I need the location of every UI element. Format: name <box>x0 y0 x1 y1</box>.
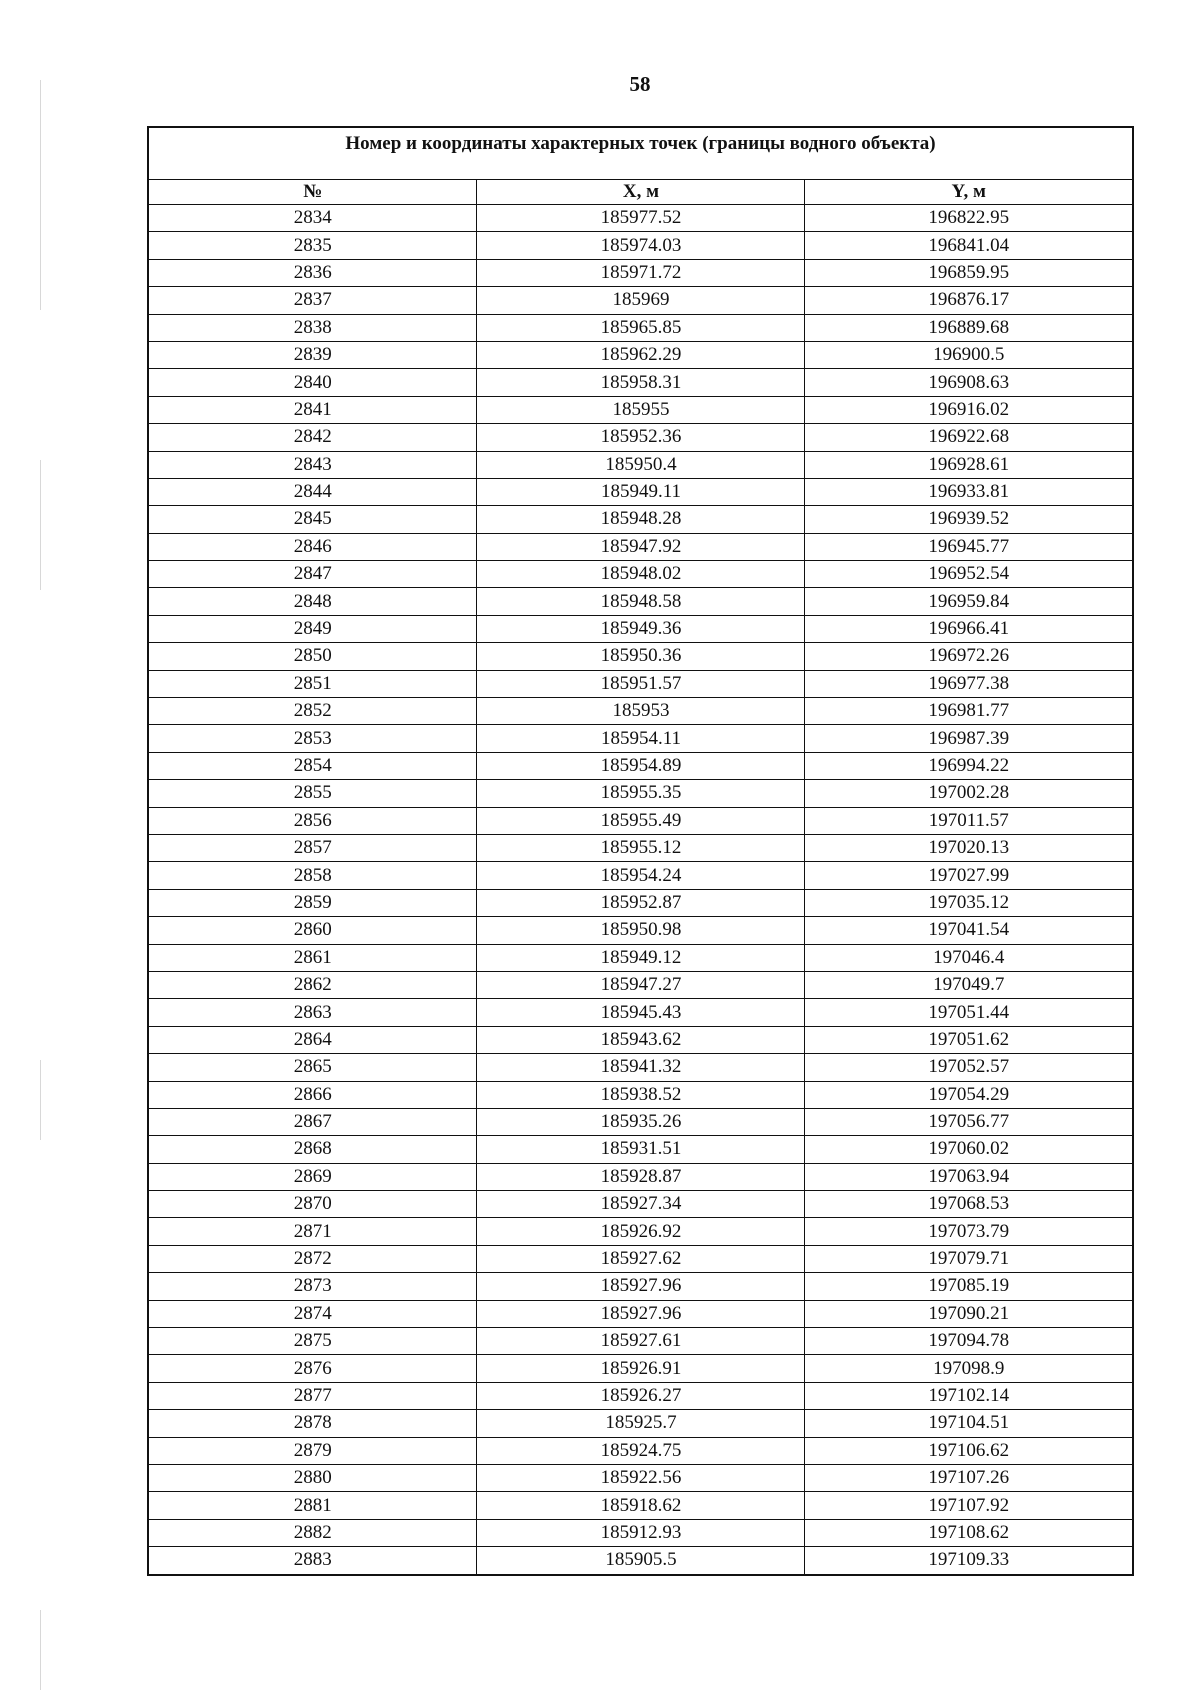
y-coordinate-cell: 196933.81 <box>805 478 1133 505</box>
point-number-cell: 2847 <box>148 561 477 588</box>
x-coordinate-cell: 185926.91 <box>477 1355 805 1382</box>
y-coordinate-cell: 196952.54 <box>805 561 1133 588</box>
point-number-cell: 2861 <box>148 944 477 971</box>
x-coordinate-cell: 185941.32 <box>477 1054 805 1081</box>
table-row <box>148 780 1133 807</box>
y-coordinate-cell: 197051.44 <box>805 999 1133 1026</box>
x-coordinate-cell: 185949.11 <box>477 478 805 505</box>
scan-edge-line <box>40 1610 41 1690</box>
point-number-cell: 2849 <box>148 615 477 642</box>
y-coordinate-cell: 196987.39 <box>805 725 1133 752</box>
table-row <box>148 259 1133 286</box>
point-number-cell: 2877 <box>148 1382 477 1409</box>
point-number-cell: 2856 <box>148 807 477 834</box>
table-row <box>148 1300 1133 1327</box>
point-number-cell: 2858 <box>148 862 477 889</box>
x-coordinate-cell: 185950.36 <box>477 643 805 670</box>
table-row <box>148 1519 1133 1546</box>
table-row <box>148 1492 1133 1519</box>
y-coordinate-cell: 196939.52 <box>805 506 1133 533</box>
table-row <box>148 698 1133 725</box>
point-number-cell: 2834 <box>148 205 477 232</box>
y-coordinate-cell: 196908.63 <box>805 369 1133 396</box>
point-number-cell: 2837 <box>148 287 477 314</box>
point-number-cell: 2882 <box>148 1519 477 1546</box>
point-number-cell: 2868 <box>148 1136 477 1163</box>
table-row <box>148 752 1133 779</box>
point-number-cell: 2876 <box>148 1355 477 1382</box>
table-row <box>148 396 1133 423</box>
scan-edge-line <box>40 460 41 590</box>
point-number-cell: 2844 <box>148 478 477 505</box>
x-coordinate-cell: 185950.4 <box>477 451 805 478</box>
y-coordinate-cell: 197104.51 <box>805 1410 1133 1437</box>
y-coordinate-cell: 196959.84 <box>805 588 1133 615</box>
y-coordinate-cell: 196928.61 <box>805 451 1133 478</box>
point-number-cell: 2871 <box>148 1218 477 1245</box>
table-row <box>148 478 1133 505</box>
table-row <box>148 314 1133 341</box>
point-number-cell: 2857 <box>148 834 477 861</box>
y-coordinate-cell: 197063.94 <box>805 1163 1133 1190</box>
table-title: Номер и координаты характерных точек (границы водного объекта) <box>148 127 1133 180</box>
y-coordinate-cell: 196900.5 <box>805 341 1133 368</box>
table-row <box>148 725 1133 752</box>
table-row <box>148 232 1133 259</box>
table-row <box>148 615 1133 642</box>
x-coordinate-cell: 185962.29 <box>477 341 805 368</box>
x-coordinate-cell: 185938.52 <box>477 1081 805 1108</box>
table-row <box>148 1382 1133 1409</box>
table-row <box>148 205 1133 232</box>
coordinates-table <box>147 126 1134 1576</box>
x-coordinate-cell: 185918.62 <box>477 1492 805 1519</box>
x-coordinate-cell: 185955.12 <box>477 834 805 861</box>
table-row <box>148 451 1133 478</box>
point-number-cell: 2866 <box>148 1081 477 1108</box>
point-number-cell: 2874 <box>148 1300 477 1327</box>
table-row <box>148 1437 1133 1464</box>
point-number-cell: 2850 <box>148 643 477 670</box>
point-number-cell: 2859 <box>148 889 477 916</box>
column-header-y: Y, м <box>805 180 1133 205</box>
x-coordinate-cell: 185927.96 <box>477 1273 805 1300</box>
y-coordinate-cell: 196876.17 <box>805 287 1133 314</box>
table-row <box>148 1191 1133 1218</box>
y-coordinate-cell: 197054.29 <box>805 1081 1133 1108</box>
point-number-cell: 2855 <box>148 780 477 807</box>
table-row <box>148 889 1133 916</box>
table-row <box>148 643 1133 670</box>
table-row <box>148 1273 1133 1300</box>
y-coordinate-cell: 197073.79 <box>805 1218 1133 1245</box>
table-row <box>148 341 1133 368</box>
x-coordinate-cell: 185949.12 <box>477 944 805 971</box>
point-number-cell: 2845 <box>148 506 477 533</box>
point-number-cell: 2865 <box>148 1054 477 1081</box>
point-number-cell: 2835 <box>148 232 477 259</box>
table-row <box>148 917 1133 944</box>
y-coordinate-cell: 196922.68 <box>805 424 1133 451</box>
point-number-cell: 2883 <box>148 1547 477 1575</box>
x-coordinate-cell: 185927.34 <box>477 1191 805 1218</box>
y-coordinate-cell: 197090.21 <box>805 1300 1133 1327</box>
y-coordinate-cell: 197035.12 <box>805 889 1133 916</box>
page-number: 58 <box>629 72 651 96</box>
x-coordinate-cell: 185954.89 <box>477 752 805 779</box>
x-coordinate-cell: 185969 <box>477 287 805 314</box>
x-coordinate-cell: 185958.31 <box>477 369 805 396</box>
point-number-cell: 2841 <box>148 396 477 423</box>
x-coordinate-cell: 185926.27 <box>477 1382 805 1409</box>
point-number-cell: 2852 <box>148 698 477 725</box>
table-row <box>148 1054 1133 1081</box>
y-coordinate-cell: 197060.02 <box>805 1136 1133 1163</box>
y-coordinate-cell: 197079.71 <box>805 1245 1133 1272</box>
point-number-cell: 2840 <box>148 369 477 396</box>
x-coordinate-cell: 185935.26 <box>477 1108 805 1135</box>
x-coordinate-cell: 185928.87 <box>477 1163 805 1190</box>
table-row <box>148 999 1133 1026</box>
x-coordinate-cell: 185954.11 <box>477 725 805 752</box>
table-row <box>148 369 1133 396</box>
table-row <box>148 424 1133 451</box>
y-coordinate-cell: 197002.28 <box>805 780 1133 807</box>
y-coordinate-cell: 197107.26 <box>805 1464 1133 1491</box>
x-coordinate-cell: 185927.96 <box>477 1300 805 1327</box>
column-header-number: № <box>148 180 477 205</box>
x-coordinate-cell: 185948.28 <box>477 506 805 533</box>
point-number-cell: 2864 <box>148 1026 477 1053</box>
table-body <box>148 205 1133 1575</box>
y-coordinate-cell: 197107.92 <box>805 1492 1133 1519</box>
x-coordinate-cell: 185954.24 <box>477 862 805 889</box>
table-row <box>148 287 1133 314</box>
table-row <box>148 506 1133 533</box>
point-number-cell: 2860 <box>148 917 477 944</box>
scan-edge-line <box>40 1060 41 1140</box>
x-coordinate-cell: 185922.56 <box>477 1464 805 1491</box>
y-coordinate-cell: 197056.77 <box>805 1108 1133 1135</box>
y-coordinate-cell: 196916.02 <box>805 396 1133 423</box>
y-coordinate-cell: 197027.99 <box>805 862 1133 889</box>
y-coordinate-cell: 196981.77 <box>805 698 1133 725</box>
table-row <box>148 1464 1133 1491</box>
x-coordinate-cell: 185927.61 <box>477 1328 805 1355</box>
x-coordinate-cell: 185945.43 <box>477 999 805 1026</box>
point-number-cell: 2881 <box>148 1492 477 1519</box>
x-coordinate-cell: 185977.52 <box>477 205 805 232</box>
y-coordinate-cell: 197046.4 <box>805 944 1133 971</box>
x-coordinate-cell: 185953 <box>477 698 805 725</box>
y-coordinate-cell: 196841.04 <box>805 232 1133 259</box>
point-number-cell: 2848 <box>148 588 477 615</box>
y-coordinate-cell: 196972.26 <box>805 643 1133 670</box>
table-row <box>148 1026 1133 1053</box>
point-number-cell: 2838 <box>148 314 477 341</box>
table-row <box>148 834 1133 861</box>
table-row <box>148 807 1133 834</box>
y-coordinate-cell: 197052.57 <box>805 1054 1133 1081</box>
point-number-cell: 2863 <box>148 999 477 1026</box>
point-number-cell: 2879 <box>148 1437 477 1464</box>
table-row <box>148 1108 1133 1135</box>
y-coordinate-cell: 197068.53 <box>805 1191 1133 1218</box>
point-number-cell: 2836 <box>148 259 477 286</box>
y-coordinate-cell: 196977.38 <box>805 670 1133 697</box>
y-coordinate-cell: 197020.13 <box>805 834 1133 861</box>
point-number-cell: 2853 <box>148 725 477 752</box>
table-row <box>148 1355 1133 1382</box>
table-row <box>148 1245 1133 1272</box>
table-row <box>148 588 1133 615</box>
x-coordinate-cell: 185925.7 <box>477 1410 805 1437</box>
point-number-cell: 2873 <box>148 1273 477 1300</box>
table-row <box>148 944 1133 971</box>
y-coordinate-cell: 197085.19 <box>805 1273 1133 1300</box>
point-number-cell: 2842 <box>148 424 477 451</box>
table-row <box>148 1547 1133 1575</box>
point-number-cell: 2839 <box>148 341 477 368</box>
x-coordinate-cell: 185927.62 <box>477 1245 805 1272</box>
x-coordinate-cell: 185949.36 <box>477 615 805 642</box>
x-coordinate-cell: 185924.75 <box>477 1437 805 1464</box>
y-coordinate-cell: 196945.77 <box>805 533 1133 560</box>
x-coordinate-cell: 185947.92 <box>477 533 805 560</box>
point-number-cell: 2870 <box>148 1191 477 1218</box>
table-row <box>148 1136 1133 1163</box>
x-coordinate-cell: 185951.57 <box>477 670 805 697</box>
point-number-cell: 2851 <box>148 670 477 697</box>
y-coordinate-cell: 196859.95 <box>805 259 1133 286</box>
table-row <box>148 670 1133 697</box>
y-coordinate-cell: 197098.9 <box>805 1355 1133 1382</box>
y-coordinate-cell: 197011.57 <box>805 807 1133 834</box>
x-coordinate-cell: 185971.72 <box>477 259 805 286</box>
x-coordinate-cell: 185948.02 <box>477 561 805 588</box>
x-coordinate-cell: 185947.27 <box>477 971 805 998</box>
y-coordinate-cell: 197049.7 <box>805 971 1133 998</box>
x-coordinate-cell: 185943.62 <box>477 1026 805 1053</box>
x-coordinate-cell: 185974.03 <box>477 232 805 259</box>
table-row <box>148 1328 1133 1355</box>
point-number-cell: 2872 <box>148 1245 477 1272</box>
y-coordinate-cell: 197051.62 <box>805 1026 1133 1053</box>
table-row <box>148 533 1133 560</box>
point-number-cell: 2862 <box>148 971 477 998</box>
y-coordinate-cell: 197102.14 <box>805 1382 1133 1409</box>
table-row <box>148 1218 1133 1245</box>
x-coordinate-cell: 185931.51 <box>477 1136 805 1163</box>
y-coordinate-cell: 196966.41 <box>805 615 1133 642</box>
point-number-cell: 2875 <box>148 1328 477 1355</box>
x-coordinate-cell: 185955.49 <box>477 807 805 834</box>
column-header-x: X, м <box>477 180 805 205</box>
x-coordinate-cell: 185952.87 <box>477 889 805 916</box>
point-number-cell: 2854 <box>148 752 477 779</box>
point-number-cell: 2867 <box>148 1108 477 1135</box>
table-row <box>148 1163 1133 1190</box>
y-coordinate-cell: 197094.78 <box>805 1328 1133 1355</box>
y-coordinate-cell: 196994.22 <box>805 752 1133 779</box>
x-coordinate-cell: 185955 <box>477 396 805 423</box>
y-coordinate-cell: 196822.95 <box>805 205 1133 232</box>
table-row <box>148 561 1133 588</box>
y-coordinate-cell: 196889.68 <box>805 314 1133 341</box>
table-row <box>148 971 1133 998</box>
table-row <box>148 1081 1133 1108</box>
x-coordinate-cell: 185950.98 <box>477 917 805 944</box>
point-number-cell: 2843 <box>148 451 477 478</box>
x-coordinate-cell: 185926.92 <box>477 1218 805 1245</box>
y-coordinate-cell: 197109.33 <box>805 1547 1133 1575</box>
y-coordinate-cell: 197106.62 <box>805 1437 1133 1464</box>
x-coordinate-cell: 185912.93 <box>477 1519 805 1546</box>
point-number-cell: 2878 <box>148 1410 477 1437</box>
x-coordinate-cell: 185955.35 <box>477 780 805 807</box>
x-coordinate-cell: 185965.85 <box>477 314 805 341</box>
y-coordinate-cell: 197108.62 <box>805 1519 1133 1546</box>
y-coordinate-cell: 197041.54 <box>805 917 1133 944</box>
table-row <box>148 1410 1133 1437</box>
table-row <box>148 862 1133 889</box>
point-number-cell: 2869 <box>148 1163 477 1190</box>
point-number-cell: 2846 <box>148 533 477 560</box>
x-coordinate-cell: 185948.58 <box>477 588 805 615</box>
scan-edge-line <box>40 80 41 310</box>
x-coordinate-cell: 185905.5 <box>477 1547 805 1575</box>
point-number-cell: 2880 <box>148 1464 477 1491</box>
x-coordinate-cell: 185952.36 <box>477 424 805 451</box>
